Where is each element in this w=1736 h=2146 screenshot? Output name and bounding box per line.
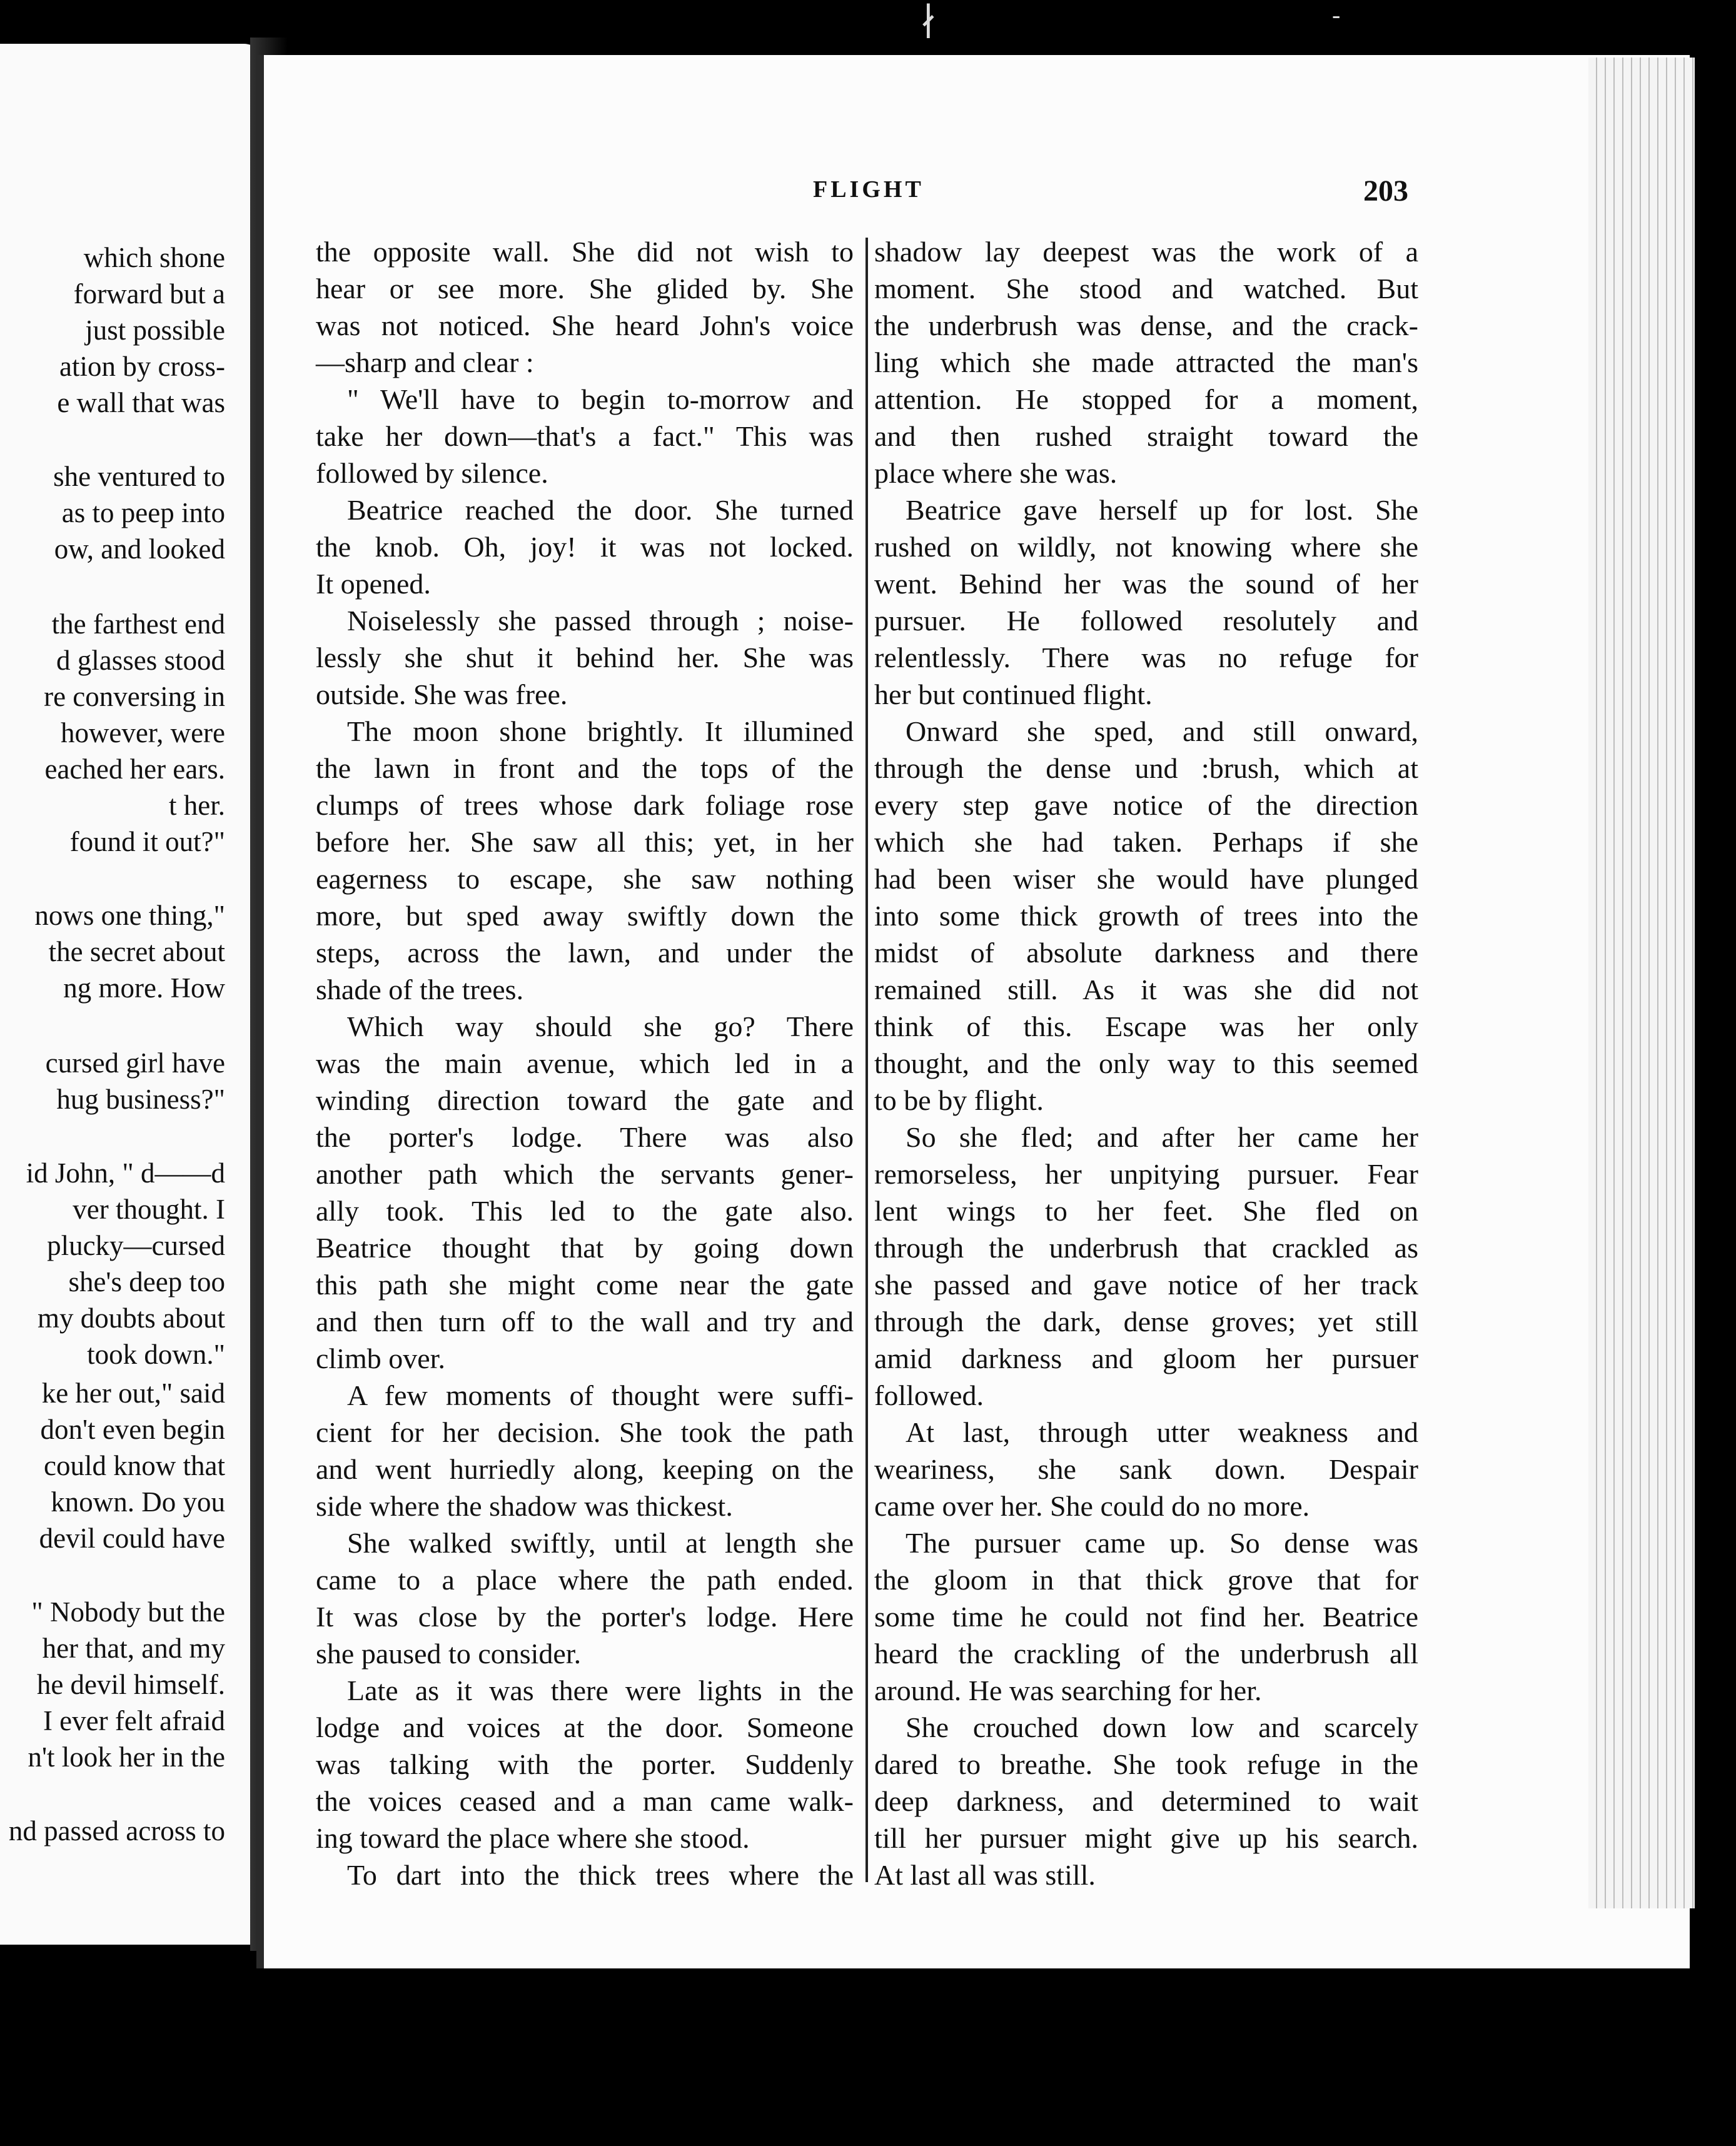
text-column-right bbox=[874, 233, 1418, 1893]
facing-page-line: the farthest end bbox=[51, 608, 225, 640]
text-line: Noiselessly she passed through ; noise- bbox=[347, 605, 854, 637]
text-line: the porter's lodge. There was also bbox=[316, 1121, 854, 1153]
text-line: cient for her decision. She took the path bbox=[316, 1416, 854, 1448]
facing-page-line: ow, and looked bbox=[54, 533, 225, 565]
column-rule bbox=[865, 238, 868, 1882]
text-line: was the main avenue, which led in a bbox=[316, 1047, 854, 1079]
text-line: she paused to consider. bbox=[316, 1638, 582, 1670]
facing-page-line: could know that bbox=[44, 1450, 225, 1481]
text-column-left bbox=[316, 233, 854, 1893]
text-line: Beatrice reached the door. She turned bbox=[347, 494, 854, 526]
facing-page-line: forward but a bbox=[73, 278, 225, 310]
text-line: remained still. As it was she did not bbox=[874, 974, 1418, 1005]
text-line: outside. She was free. bbox=[316, 678, 568, 710]
text-line: midst of absolute darkness and there bbox=[874, 937, 1418, 969]
facing-page-line: plucky—cursed bbox=[47, 1230, 225, 1261]
text-line: the opposite wall. She did not wish to bbox=[316, 236, 854, 268]
text-line: shade of the trees. bbox=[316, 974, 524, 1005]
text-line: through the dark, dense groves; yet still bbox=[874, 1306, 1418, 1337]
text-line: think of this. Escape was her only bbox=[874, 1010, 1418, 1042]
facing-page-line: her that, and my bbox=[42, 1633, 225, 1664]
facing-page-line: I ever felt afraid bbox=[43, 1705, 225, 1736]
facing-page-line: e wall that was bbox=[57, 387, 225, 418]
facing-page-line: cursed girl have bbox=[45, 1047, 225, 1079]
text-line: which she had taken. Perhaps if she bbox=[874, 826, 1418, 858]
text-line: winding direction toward the gate and bbox=[316, 1084, 854, 1116]
facing-page-line: id John, " d——d bbox=[26, 1157, 225, 1189]
text-line: every step gave notice of the direction bbox=[874, 789, 1418, 821]
text-line: She walked swiftly, until at length she bbox=[347, 1527, 854, 1559]
text-line: attention. He stopped for a moment, bbox=[874, 383, 1418, 415]
text-line: Late as it was there were lights in the bbox=[347, 1675, 854, 1706]
page-number: 203 bbox=[1363, 174, 1408, 208]
text-line: remorseless, her unpitying pursuer. Fear bbox=[874, 1158, 1418, 1190]
text-line: At last all was still. bbox=[874, 1859, 1096, 1891]
text-line: It opened. bbox=[316, 568, 431, 600]
text-line: weariness, she sank down. Despair bbox=[874, 1453, 1418, 1485]
text-line: " We'll have to begin to-morrow and bbox=[347, 383, 854, 415]
text-line: more, but sped away swiftly down the bbox=[316, 900, 854, 932]
text-line: followed by silence. bbox=[316, 457, 548, 489]
text-line: the voices ceased and a man came walk- bbox=[316, 1785, 854, 1817]
text-line: heard the crackling of the underbrush all bbox=[874, 1638, 1418, 1670]
text-line: the gloom in that thick grove that for bbox=[874, 1564, 1418, 1596]
facing-page-line: eached her ears. bbox=[44, 753, 225, 785]
facing-page bbox=[0, 44, 263, 1945]
text-line: around. He was searching for her. bbox=[874, 1675, 1262, 1706]
text-line: Beatrice gave herself up for lost. She bbox=[906, 494, 1418, 526]
text-line: She crouched down low and scarcely bbox=[906, 1711, 1418, 1743]
text-line: dared to breathe. She took refuge in the bbox=[874, 1748, 1418, 1780]
text-line: moment. She stood and watched. But bbox=[874, 273, 1418, 305]
facing-page-line: he devil himself. bbox=[36, 1669, 225, 1700]
text-line: came to a place where the path ended. bbox=[316, 1564, 854, 1596]
facing-page-line: " Nobody but the bbox=[31, 1596, 225, 1628]
text-line: till her pursuer might give up his search. bbox=[874, 1822, 1418, 1854]
facing-page-line: nd passed across to bbox=[8, 1815, 225, 1846]
text-line: lent wings to her feet. She fled on bbox=[874, 1195, 1418, 1227]
text-line: relentlessly. There was no refuge for bbox=[874, 642, 1418, 673]
text-line: deep darkness, and determined to wait bbox=[874, 1785, 1418, 1817]
text-line: amid darkness and gloom her pursuer bbox=[874, 1343, 1418, 1374]
text-line: was talking with the porter. Suddenly bbox=[316, 1748, 854, 1780]
facing-page-line: ver thought. I bbox=[73, 1194, 225, 1225]
scan-mark: ∤ bbox=[919, 1, 937, 43]
facing-page-line: d glasses stood bbox=[56, 645, 225, 676]
text-line: and then turn off to the wall and try and bbox=[316, 1306, 854, 1337]
text-line: Onward she sped, and still onward, bbox=[906, 715, 1418, 747]
text-line: some time he could not find her. Beatrice bbox=[874, 1601, 1418, 1633]
text-line: shadow lay deepest was the work of a bbox=[874, 236, 1418, 268]
text-line: the knob. Oh, joy! it was not locked. bbox=[316, 531, 854, 563]
text-line: To dart into the thick trees where the bbox=[347, 1859, 854, 1891]
text-line: followed. bbox=[874, 1379, 984, 1411]
text-line: thought, and the only way to this seemed bbox=[874, 1047, 1418, 1079]
text-line: her but continued flight. bbox=[874, 678, 1153, 710]
facing-page-line: ng more. How bbox=[63, 972, 225, 1004]
facing-page-line: just possible bbox=[85, 315, 225, 346]
facing-page-line: took down." bbox=[87, 1339, 225, 1370]
facing-page-line: don't even begin bbox=[40, 1414, 225, 1445]
scan-mark: - bbox=[1332, 1, 1341, 29]
text-line: had been wiser she would have plunged bbox=[874, 863, 1418, 895]
facing-page-line: hug business?" bbox=[56, 1084, 225, 1115]
text-line: the lawn in front and the tops of the bbox=[316, 752, 854, 784]
text-line: Beatrice thought that by going down bbox=[316, 1232, 854, 1264]
text-line: rushed on wildly, not knowing where she bbox=[874, 531, 1418, 563]
facing-page-line: ke her out," said bbox=[41, 1378, 225, 1409]
text-line: eagerness to escape, she saw nothing bbox=[316, 863, 854, 895]
text-line: was not noticed. She heard John's voice bbox=[316, 310, 854, 341]
facing-page-line: as to peep into bbox=[61, 497, 225, 528]
text-line: pursuer. He followed resolutely and bbox=[874, 605, 1418, 637]
facing-page-line: devil could have bbox=[39, 1523, 225, 1554]
text-line: ling which she made attracted the man's bbox=[874, 346, 1418, 378]
text-line: It was close by the porter's lodge. Here bbox=[316, 1601, 854, 1633]
facing-page-line: she's deep too bbox=[68, 1266, 225, 1297]
text-line: through the underbrush that crackled as bbox=[874, 1232, 1418, 1264]
facing-page-line: n't look her in the bbox=[28, 1741, 225, 1773]
text-line: before her. She saw all this; yet, in her bbox=[316, 826, 854, 858]
facing-page-line: ation by cross- bbox=[59, 351, 225, 382]
text-line: A few moments of thought were suffi- bbox=[347, 1379, 854, 1411]
text-line: the underbrush was dense, and the crack- bbox=[874, 310, 1418, 341]
text-line: through the dense und :brush, which at bbox=[874, 752, 1418, 784]
text-line: into some thick growth of trees into the bbox=[874, 900, 1418, 932]
text-line: side where the shadow was thickest. bbox=[316, 1490, 733, 1522]
text-line: this path she might come near the gate bbox=[316, 1269, 854, 1301]
text-line: —sharp and clear : bbox=[316, 346, 534, 378]
text-line: came over her. She could do no more. bbox=[874, 1490, 1310, 1522]
text-line: lodge and voices at the door. Someone bbox=[316, 1711, 854, 1743]
text-line: steps, across the lawn, and under the bbox=[316, 937, 854, 969]
page-edges bbox=[1588, 58, 1695, 1908]
facing-page-line: however, were bbox=[60, 717, 225, 748]
text-line: hear or see more. She glided by. She bbox=[316, 273, 854, 305]
text-line: The moon shone brightly. It illumined bbox=[347, 715, 854, 747]
text-line: another path which the servants gener- bbox=[316, 1158, 854, 1190]
text-line: Which way should she go? There bbox=[347, 1010, 854, 1042]
facing-page-line: known. Do you bbox=[51, 1486, 225, 1518]
text-line: she passed and gave notice of her track bbox=[874, 1269, 1418, 1301]
facing-page-line: she ventured to bbox=[53, 461, 225, 492]
text-line: went. Behind her was the sound of her bbox=[874, 568, 1418, 600]
text-line: take her down—that's a fact." This was bbox=[316, 420, 854, 452]
facing-page-line: re conversing in bbox=[44, 681, 225, 712]
text-line: ally took. This led to the gate also. bbox=[316, 1195, 854, 1227]
text-line: ing toward the place where she stood. bbox=[316, 1822, 750, 1854]
text-line: lessly she shut it behind her. She was bbox=[316, 642, 854, 673]
text-line: and went hurriedly along, keeping on the bbox=[316, 1453, 854, 1485]
facing-page-line: which shone bbox=[83, 242, 225, 273]
facing-page-line: nows one thing," bbox=[34, 900, 225, 931]
facing-page-line: t her. bbox=[169, 790, 225, 821]
text-line: clumps of trees whose dark foliage rose bbox=[316, 789, 854, 821]
text-line: place where she was. bbox=[874, 457, 1118, 489]
text-line: The pursuer came up. So dense was bbox=[906, 1527, 1418, 1559]
text-line: to be by flight. bbox=[874, 1084, 1044, 1116]
text-line: At last, through utter weakness and bbox=[906, 1416, 1418, 1448]
facing-page-line: my doubts about bbox=[38, 1302, 225, 1334]
text-line: and then rushed straight toward the bbox=[874, 420, 1418, 452]
facing-page-line: found it out?" bbox=[69, 826, 225, 857]
text-line: climb over. bbox=[316, 1343, 445, 1374]
facing-page-line: the secret about bbox=[48, 936, 225, 967]
text-line: So she fled; and after her came her bbox=[906, 1121, 1418, 1153]
running-head: FLIGHT bbox=[813, 176, 924, 203]
